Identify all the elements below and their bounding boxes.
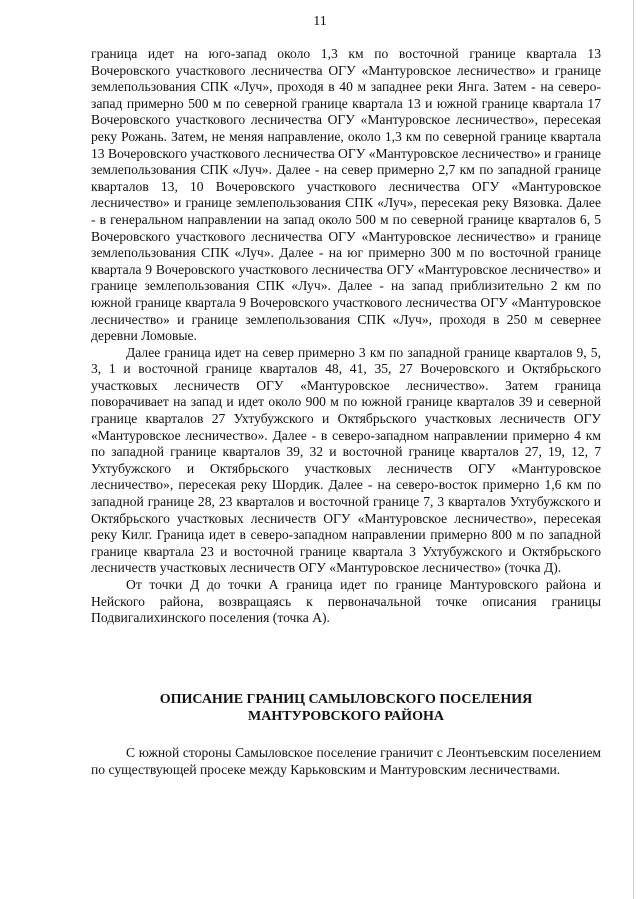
section-body-text: [91, 745, 601, 778]
page-number: 11: [313, 14, 327, 29]
boundary-description-text: [91, 46, 601, 627]
paragraph-3: От точки Д до точки А граница идет по границе Мантуровского района и Нейского района, возвращаясь к первоначальной точке описания границы Подвигалихинского поселения (точка А).: [91, 577, 601, 626]
paragraph-1: граница идет на юго-запад около 1,3 км по восточной границе квартала 13 Вочеровского участкового лесничества ОГУ «Мантуровское лесничество» и границе землепользования СПК «Луч», проходя в 40 м западнее реки Янга. Затем - на северо-запад примерно 500 м по северной границе квартала 13 и южной границе квартала 17 Вочеровского участкового лесничества ОГУ «Мантуровское лесничество», пересекая реку Рожань. Затем, не меняя направление, около 1,3 км по северной границе квартала 13 Вочеровского участкового лесничества ОГУ «Мантуровское лесничество» и границе землепользования СПК «Луч». Далее - на север примерно 2,7 км по западной границе кварталов 13, 10 Вочеровского участкового лесничества ОГУ «Мантуровское лесничество» и границе землепользования СПК «Луч», пересекая реку Вязовка. Далее - в генеральном направлении на запад около 500 м по северной границе кварталов 6, 5 Вочеровского участкового лесничества ОГУ «Мантуровское лесничество» и границе землепользования СПК «Луч». Далее - на юг примерно 300 м по восточной границе квартала 9 Вочеровского участкового лесничества ОГУ «Мантуровское лесничество» и границе землепользования СПК «Луч». Далее - на запад приблизительно 2 км по южной границе квартала 9 Вочеровского участкового лесничества ОГУ «Мантуровское лесничество» и границе землепользования СПК «Луч», проходя в 250 м севернее деревни Ломовые.: [91, 46, 601, 344]
section-heading: [91, 691, 601, 725]
section-paragraph: С южной стороны Самыловское поселение граничит с Леонтьевским поселением по существующей просеке между Карьковским и Мантуровским лесничествами.: [91, 745, 601, 777]
paragraph-2: Далее граница идет на север примерно 3 км по западной границе кварталов 9, 5, 3, 1 и восточной границе кварталов 48, 41, 35, 27 Вочеровского и Октябрьского участковых лесничеств ОГУ «Мантуровское лесничество». Затем граница поворачивает на запад и идет около 900 м по южной границе кварталов 39 и северной границе кварталов 27 Ухтубужского и Октябрьского участковых лесничеств ОГУ «Мантуровское лесничество». Далее - в северо-западном направлении примерно 4 км по западной границе кварталов 39, 32 и восточной границе кварталов 27, 19, 12, 7 Ухтубужского и Октябрьского участковых лесничеств ОГУ «Мантуровское лесничество», пересекая реку Шордик. Далее - на северо-восток примерно 1,6 км по западной границе 28, 23 кварталов и восточной границе 7, 3 кварталов Ухтубужского и Октябрьского участковых лесничеств ОГУ «Мантуровское лесничество», пересекая реку Килг. Граница идет в северо-западном направлении примерно 800 м по западной границе квартала 23 и восточной границе квартала 3 Ухтубужского и Октябрьского лесничеств участковых лесничеств ОГУ «Мантуровское лесничество» (точка Д).: [91, 344, 601, 576]
section-heading-line-1: ОПИСАНИЕ ГРАНИЦ САМЫЛОВСКОГО ПОСЕЛЕНИЯ: [159, 692, 533, 707]
section-heading-line-2: МАНТУРОВСКОГО РАЙОНА: [248, 709, 444, 724]
scan-edge-line: [633, 0, 634, 899]
